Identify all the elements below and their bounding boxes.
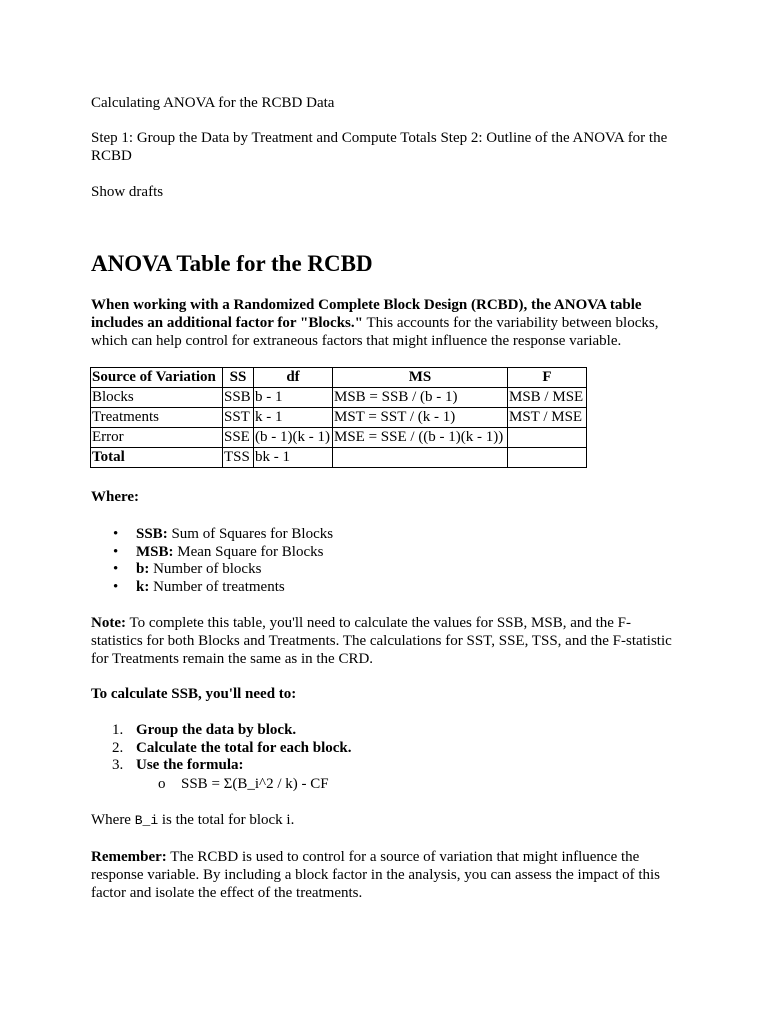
note-text: To complete this table, you'll need to calculate the values for SSB, MSB, and the F-statistics for both Blocks and Treatments. The calculations for SST, SSE, TSS, and the F-statistic for Treatments remain the same as in the CRD. [91, 615, 672, 667]
cell-f [508, 428, 587, 448]
note-label: Note: [91, 615, 126, 631]
cell-f: MSB / MSE [508, 388, 587, 408]
cell-f [508, 448, 587, 468]
header-source: Source of Variation [91, 368, 223, 388]
definition-desc: Mean Square for Blocks [173, 543, 324, 560]
step-number: 3. [112, 757, 124, 773]
where-block-sentence [91, 811, 680, 830]
ssb-formula: SSB = Σ(B_i^2 / k) - CF [181, 776, 329, 792]
intro-line-1: Calculating ANOVA for the RCBD Data [91, 95, 335, 111]
block-total-code: B_i [134, 813, 159, 828]
show-drafts-link[interactable]: Show drafts [91, 184, 164, 200]
intro-paragraph [91, 296, 680, 350]
cell-source: Total [91, 448, 223, 468]
list-item [91, 560, 333, 578]
definition-desc: Sum of Squares for Blocks [167, 526, 334, 542]
table-row [91, 408, 587, 428]
definition-term: b: [136, 561, 150, 577]
intro-paragraph-bold: When working with a Randomized Complete Block Design (RCBD), the ANOVA table includes an additional factor for "Blocks." [91, 297, 642, 331]
list-item [91, 739, 352, 757]
definition-term: k: [136, 578, 150, 595]
anova-table [90, 367, 587, 468]
step-text: Calculate the total for each block. [136, 739, 352, 756]
cell-ms: MSE = SSE / ((b - 1)(k - 1)) [333, 428, 508, 448]
intro-line-2: Step 1: Group the Data by Treatment and Compute Totals Step 2: Outline of the ANOVA for the RCBD [91, 130, 668, 164]
table-header-row [91, 368, 587, 388]
definitions-list [91, 525, 333, 595]
cell-ms [333, 448, 508, 468]
cell-f: MST / MSE [508, 408, 587, 428]
list-item [91, 525, 333, 543]
step-number: 1. [112, 722, 124, 738]
cell-df: (b - 1)(k - 1) [254, 428, 333, 448]
cell-source: Error [91, 428, 223, 448]
cell-ms: MST = SST / (k - 1) [333, 408, 508, 428]
sub-bullet-marker: o [158, 776, 166, 792]
header-ms: MS [333, 368, 508, 388]
where-label: Where: [91, 489, 140, 505]
where-pre: Where [91, 812, 135, 828]
cell-source: Treatments [91, 408, 223, 428]
ssb-heading: To calculate SSB, you'll need to: [91, 686, 297, 702]
header-ss: SS [223, 368, 254, 388]
table-row [91, 428, 587, 448]
cell-ss: TSS [223, 448, 254, 468]
cell-df: b - 1 [254, 388, 333, 408]
cell-df: k - 1 [254, 408, 333, 428]
step-text: Use the formula: [136, 757, 244, 773]
step-number: 2. [112, 739, 124, 756]
header-f: F [508, 368, 587, 388]
definition-desc: Number of treatments [149, 578, 285, 595]
list-item [91, 543, 333, 561]
remember-label: Remember: [91, 849, 167, 865]
steps-list [91, 721, 352, 774]
step-text: Group the data by block. [136, 722, 297, 738]
table-row [91, 448, 587, 468]
list-item [91, 721, 352, 739]
where-post: is the total for block i. [158, 812, 295, 828]
cell-df: bk - 1 [254, 448, 333, 468]
definition-desc: Number of blocks [149, 561, 262, 577]
cell-ss: SSB [223, 388, 254, 408]
cell-ss: SSE [223, 428, 254, 448]
intro-paragraph-rest: This accounts for the variability between blocks, which can help control for extraneous factors that might influence the response variable. [91, 315, 659, 349]
cell-ss: SST [223, 408, 254, 428]
list-item [91, 756, 352, 774]
header-df: df [254, 368, 333, 388]
remember-paragraph [91, 848, 680, 902]
definition-term: MSB: [136, 543, 174, 560]
cell-source: Blocks [91, 388, 223, 408]
page-title: ANOVA Table for the RCBD [91, 251, 373, 276]
note-paragraph [91, 614, 680, 668]
definition-term: SSB: [136, 526, 168, 542]
table-row [91, 388, 587, 408]
list-item [91, 578, 333, 596]
remember-text: The RCBD is used to control for a source of variation that might influence the response variable. By including a block factor in the analysis, you can assess the impact of this factor and isolate the effect of the treatments. [91, 849, 661, 901]
cell-ms: MSB = SSB / (b - 1) [333, 388, 508, 408]
